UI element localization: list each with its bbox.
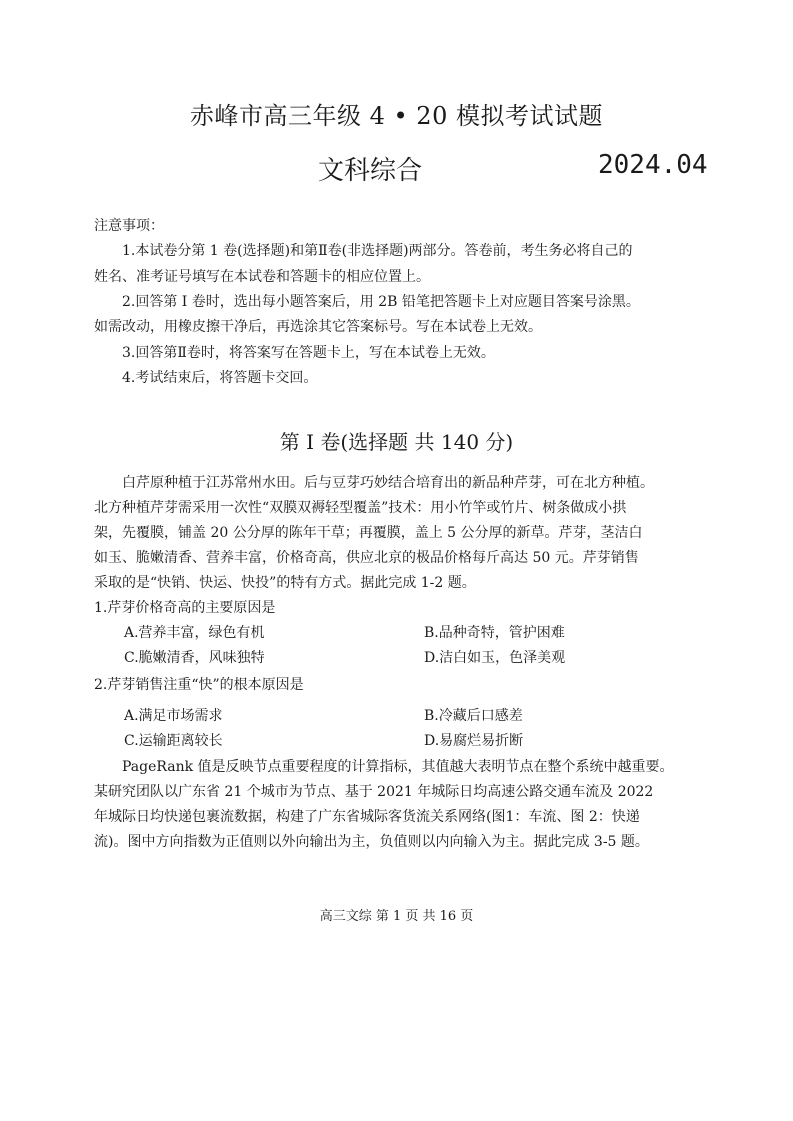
passage-line: 年城际日均快递包裹流数据，构建了广东省城际客货流关系网络(图1：车流、图 2：快递: [94, 809, 640, 825]
question-option: B.品种奇特，管护困难: [424, 625, 565, 641]
question-option: C.脆嫩清香，风味独特: [124, 650, 265, 666]
exam-date: 2024.04: [598, 150, 708, 180]
notice-line: 2.回答第 I 卷时，选出每小题答案后，用 2B 铅笔把答题卡上对应题目答案号涂黑。: [122, 294, 640, 310]
passage-line: 架，先覆膜，铺盖 20 公分厚的陈年干草；再覆膜，盖上 5 公分厚的新草。芹芽，茎洁白: [94, 525, 643, 541]
passage-line: 白芹原种植于江苏常州水田。后与豆芽巧妙结合培育出的新品种芹芽，可在北方种植。: [122, 475, 654, 491]
page-footer: 高三文综 第 1 页 共 16 页: [319, 909, 474, 924]
passage-line: 某研究团队以广东省 21 个城市为节点、基于 2021 年城际日均高速公路交通车流及 2022: [94, 784, 654, 800]
question-option: D.洁白如玉，色泽美观: [424, 650, 566, 666]
exam-title: 赤峰市高三年级 4 • 20 模拟考试试题: [190, 102, 603, 130]
notice-line: 4.考试结束后，将答题卡交回。: [122, 370, 318, 386]
question-option: A.满足市场需求: [124, 708, 223, 724]
question-stem: 2.芹芽销售注重“快”的根本原因是: [94, 677, 304, 693]
notice-line: 如需改动，用橡皮擦干净后，再选涂其它答案标号。写在本试卷上无效。: [94, 319, 542, 335]
notice-line: 姓名、准考证号填写在本试卷和答题卡的相应位置上。: [94, 269, 430, 285]
passage-line: 北方种植芹芽需采用一次性“双膜双褥轻型覆盖”技术：用小竹竿或竹片、树条做成小拱: [94, 500, 627, 516]
passage-line: 流)。图中方向指数为正值则以外向输出为主，负值则以内向输入为主。据此完成 3-5 题。: [94, 834, 649, 850]
question-stem: 1.芹芽价格奇高的主要原因是: [94, 600, 276, 616]
notice-line: 3.回答第Ⅱ卷时，将答案写在答题卡上，写在本试卷上无效。: [122, 345, 495, 361]
passage-line: 采取的是“快销、快运、快投”的特有方式。据此完成 1-2 题。: [94, 575, 476, 591]
question-option: C.运输距离较长: [124, 733, 223, 749]
section-title: 第 I 卷(选择题 共 140 分): [279, 430, 514, 454]
question-option: A.营养丰富，绿色有机: [124, 625, 265, 641]
notice-heading: 注意事项：: [94, 218, 164, 234]
exam-subject: 文科综合: [318, 156, 423, 186]
question-option: D.易腐烂易折断: [424, 733, 524, 749]
notice-line: 1.本试卷分第 1 卷(选择题)和第Ⅱ卷(非选择题)两部分。答卷前，考生务必将自己的: [122, 243, 633, 259]
passage-line: PageRank 值是反映节点重要程度的计算指标，其值越大表明节点在整个系统中越重要。: [122, 759, 674, 775]
question-option: B.冷藏后口感差: [424, 708, 523, 724]
passage-line: 如玉、脆嫩清香、营养丰富，价格奇高，供应北京的极品价格每斤高达 50 元。芹芽销售: [94, 550, 639, 566]
